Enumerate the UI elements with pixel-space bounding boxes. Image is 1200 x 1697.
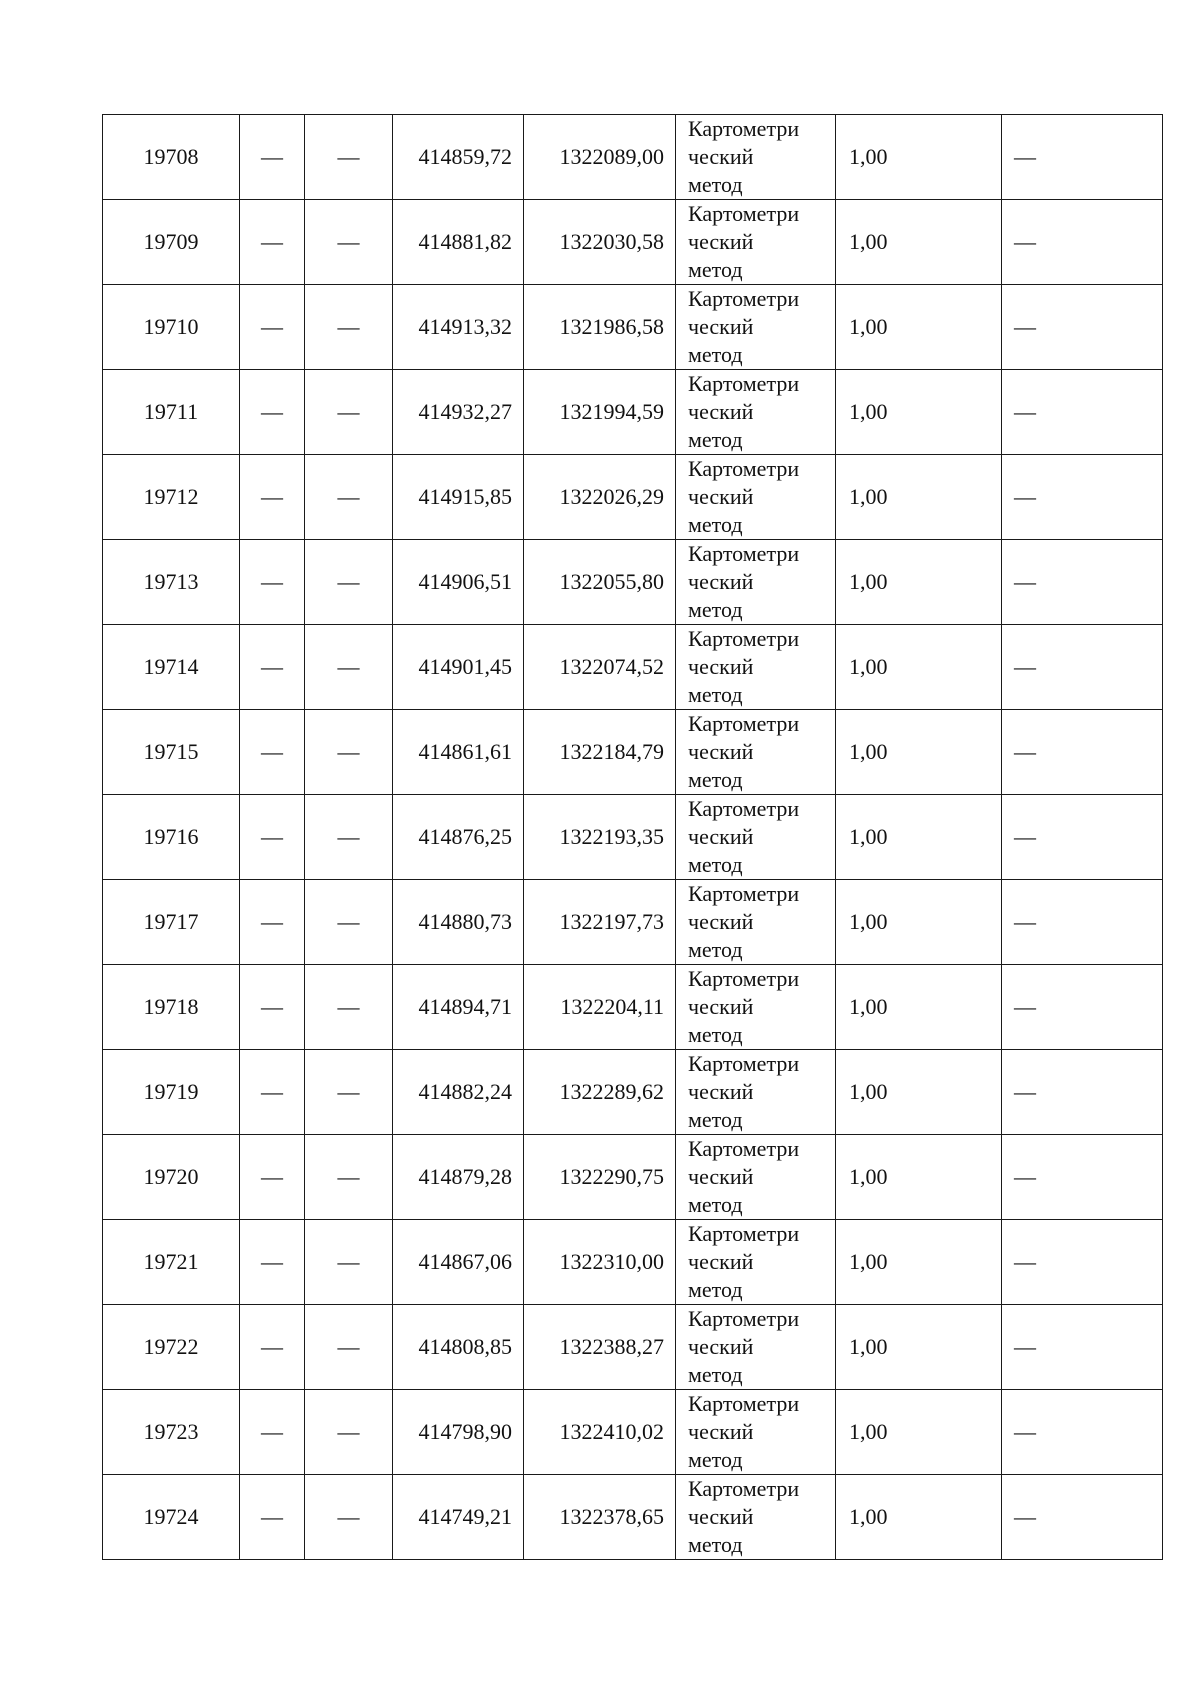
method-cell — [676, 285, 836, 370]
accuracy-cell: 1,00 — [836, 1135, 1002, 1220]
method-line: метод — [688, 852, 743, 877]
point-number-cell: 19717 — [103, 880, 240, 965]
method-line: метод — [688, 1447, 743, 1472]
method-cell — [676, 1475, 836, 1560]
point-number-cell: 19714 — [103, 625, 240, 710]
empty-dash-cell: — — [1002, 625, 1163, 710]
empty-dash-cell: — — [240, 1305, 305, 1390]
method-line: ческий — [688, 1079, 754, 1104]
method-cell — [676, 625, 836, 710]
method-line: ческий — [688, 1249, 754, 1274]
empty-dash-cell: — — [240, 1475, 305, 1560]
empty-dash-cell: — — [240, 1050, 305, 1135]
method-line: Картометри — [688, 626, 800, 651]
empty-dash-cell: — — [1002, 455, 1163, 540]
y-coordinate-cell: 1322074,52 — [524, 625, 676, 710]
empty-dash-cell: — — [1002, 115, 1163, 200]
table-row — [103, 1305, 1163, 1390]
x-coordinate-cell: 414894,71 — [393, 965, 524, 1050]
x-coordinate-cell: 414859,72 — [393, 115, 524, 200]
empty-dash-cell: — — [1002, 1305, 1163, 1390]
empty-dash-cell: — — [240, 540, 305, 625]
accuracy-cell: 1,00 — [836, 115, 1002, 200]
accuracy-cell: 1,00 — [836, 200, 1002, 285]
method-line: ческий — [688, 399, 754, 424]
method-line: ческий — [688, 1334, 754, 1359]
y-coordinate-cell: 1322055,80 — [524, 540, 676, 625]
method-line: Картометри — [688, 116, 800, 141]
point-number-cell: 19723 — [103, 1390, 240, 1475]
method-line: ческий — [688, 1504, 754, 1529]
table-row — [103, 880, 1163, 965]
table-row — [103, 1135, 1163, 1220]
empty-dash-cell: — — [240, 370, 305, 455]
empty-dash-cell: — — [305, 200, 393, 285]
empty-dash-cell: — — [1002, 1220, 1163, 1305]
method-cell — [676, 1050, 836, 1135]
table-row — [103, 1050, 1163, 1135]
method-line: Картометри — [688, 541, 800, 566]
point-number-cell: 19719 — [103, 1050, 240, 1135]
method-line: ческий — [688, 994, 754, 1019]
empty-dash-cell: — — [1002, 285, 1163, 370]
y-coordinate-cell: 1322197,73 — [524, 880, 676, 965]
x-coordinate-cell: 414861,61 — [393, 710, 524, 795]
accuracy-cell: 1,00 — [836, 540, 1002, 625]
y-coordinate-cell: 1322378,65 — [524, 1475, 676, 1560]
method-cell — [676, 370, 836, 455]
empty-dash-cell: — — [240, 200, 305, 285]
table-row — [103, 1220, 1163, 1305]
x-coordinate-cell: 414906,51 — [393, 540, 524, 625]
accuracy-cell: 1,00 — [836, 965, 1002, 1050]
table-row — [103, 795, 1163, 880]
method-line: Картометри — [688, 371, 800, 396]
method-line: метод — [688, 1532, 743, 1557]
empty-dash-cell: — — [240, 880, 305, 965]
method-cell — [676, 1390, 836, 1475]
accuracy-cell: 1,00 — [836, 880, 1002, 965]
coordinates-table — [102, 114, 1163, 1560]
empty-dash-cell: — — [1002, 200, 1163, 285]
table-row — [103, 455, 1163, 540]
empty-dash-cell: — — [240, 625, 305, 710]
method-line: Картометри — [688, 881, 800, 906]
method-cell — [676, 1305, 836, 1390]
method-cell — [676, 710, 836, 795]
empty-dash-cell: — — [1002, 1135, 1163, 1220]
y-coordinate-cell: 1322089,00 — [524, 115, 676, 200]
method-line: ческий — [688, 314, 754, 339]
method-line: ческий — [688, 144, 754, 169]
table-row — [103, 965, 1163, 1050]
point-number-cell: 19720 — [103, 1135, 240, 1220]
accuracy-cell: 1,00 — [836, 1305, 1002, 1390]
x-coordinate-cell: 414880,73 — [393, 880, 524, 965]
table-row — [103, 710, 1163, 795]
accuracy-cell: 1,00 — [836, 625, 1002, 710]
table-row — [103, 1390, 1163, 1475]
point-number-cell: 19724 — [103, 1475, 240, 1560]
method-line: ческий — [688, 654, 754, 679]
y-coordinate-cell: 1322289,62 — [524, 1050, 676, 1135]
y-coordinate-cell: 1322030,58 — [524, 200, 676, 285]
method-line: ческий — [688, 1164, 754, 1189]
method-line: ческий — [688, 229, 754, 254]
method-line: Картометри — [688, 201, 800, 226]
empty-dash-cell: — — [1002, 1390, 1163, 1475]
y-coordinate-cell: 1322410,02 — [524, 1390, 676, 1475]
table-row — [103, 115, 1163, 200]
empty-dash-cell: — — [305, 795, 393, 880]
x-coordinate-cell: 414879,28 — [393, 1135, 524, 1220]
method-line: метод — [688, 597, 743, 622]
accuracy-cell: 1,00 — [836, 795, 1002, 880]
method-line: метод — [688, 937, 743, 962]
method-line: Картометри — [688, 1136, 800, 1161]
point-number-cell: 19713 — [103, 540, 240, 625]
accuracy-cell: 1,00 — [836, 1050, 1002, 1135]
empty-dash-cell: — — [240, 285, 305, 370]
method-line: ческий — [688, 909, 754, 934]
empty-dash-cell: — — [240, 795, 305, 880]
method-cell — [676, 455, 836, 540]
method-cell — [676, 1135, 836, 1220]
table-row — [103, 200, 1163, 285]
method-line: Картометри — [688, 1221, 800, 1246]
method-cell — [676, 965, 836, 1050]
point-number-cell: 19708 — [103, 115, 240, 200]
empty-dash-cell: — — [240, 710, 305, 795]
empty-dash-cell: — — [305, 1135, 393, 1220]
method-line: метод — [688, 512, 743, 537]
x-coordinate-cell: 414932,27 — [393, 370, 524, 455]
empty-dash-cell: — — [305, 710, 393, 795]
empty-dash-cell: — — [240, 455, 305, 540]
method-line: Картометри — [688, 1476, 800, 1501]
y-coordinate-cell: 1322290,75 — [524, 1135, 676, 1220]
method-line: Картометри — [688, 286, 800, 311]
point-number-cell: 19710 — [103, 285, 240, 370]
x-coordinate-cell: 414808,85 — [393, 1305, 524, 1390]
point-number-cell: 19712 — [103, 455, 240, 540]
x-coordinate-cell: 414749,21 — [393, 1475, 524, 1560]
point-number-cell: 19709 — [103, 200, 240, 285]
method-cell — [676, 115, 836, 200]
x-coordinate-cell: 414876,25 — [393, 795, 524, 880]
y-coordinate-cell: 1322388,27 — [524, 1305, 676, 1390]
method-line: метод — [688, 1192, 743, 1217]
point-number-cell: 19718 — [103, 965, 240, 1050]
method-line: ческий — [688, 569, 754, 594]
empty-dash-cell: — — [1002, 710, 1163, 795]
point-number-cell: 19711 — [103, 370, 240, 455]
accuracy-cell: 1,00 — [836, 1220, 1002, 1305]
x-coordinate-cell: 414881,82 — [393, 200, 524, 285]
accuracy-cell: 1,00 — [836, 370, 1002, 455]
y-coordinate-cell: 1322310,00 — [524, 1220, 676, 1305]
empty-dash-cell: — — [1002, 795, 1163, 880]
empty-dash-cell: — — [305, 880, 393, 965]
accuracy-cell: 1,00 — [836, 710, 1002, 795]
accuracy-cell: 1,00 — [836, 1390, 1002, 1475]
point-number-cell: 19715 — [103, 710, 240, 795]
empty-dash-cell: — — [240, 1220, 305, 1305]
empty-dash-cell: — — [305, 1050, 393, 1135]
empty-dash-cell: — — [240, 1390, 305, 1475]
method-line: метод — [688, 257, 743, 282]
method-line: метод — [688, 1022, 743, 1047]
method-cell — [676, 540, 836, 625]
empty-dash-cell: — — [305, 1390, 393, 1475]
empty-dash-cell: — — [305, 540, 393, 625]
y-coordinate-cell: 1321986,58 — [524, 285, 676, 370]
point-number-cell: 19716 — [103, 795, 240, 880]
method-line: Картометри — [688, 796, 800, 821]
y-coordinate-cell: 1321994,59 — [524, 370, 676, 455]
x-coordinate-cell: 414867,06 — [393, 1220, 524, 1305]
method-cell — [676, 1220, 836, 1305]
empty-dash-cell: — — [305, 1220, 393, 1305]
x-coordinate-cell: 414882,24 — [393, 1050, 524, 1135]
empty-dash-cell: — — [305, 965, 393, 1050]
method-line: Картометри — [688, 456, 800, 481]
table-row — [103, 285, 1163, 370]
method-line: ческий — [688, 1419, 754, 1444]
method-line: Картометри — [688, 1391, 800, 1416]
table-row — [103, 625, 1163, 710]
x-coordinate-cell: 414913,32 — [393, 285, 524, 370]
table-row — [103, 1475, 1163, 1560]
empty-dash-cell: — — [240, 1135, 305, 1220]
empty-dash-cell: — — [240, 115, 305, 200]
y-coordinate-cell: 1322026,29 — [524, 455, 676, 540]
table-row — [103, 370, 1163, 455]
method-line: метод — [688, 1107, 743, 1132]
method-line: метод — [688, 1277, 743, 1302]
point-number-cell: 19721 — [103, 1220, 240, 1305]
x-coordinate-cell: 414798,90 — [393, 1390, 524, 1475]
point-number-cell: 19722 — [103, 1305, 240, 1390]
method-line: Картометри — [688, 1306, 800, 1331]
accuracy-cell: 1,00 — [836, 1475, 1002, 1560]
empty-dash-cell: — — [1002, 880, 1163, 965]
empty-dash-cell: — — [305, 455, 393, 540]
y-coordinate-cell: 1322204,11 — [524, 965, 676, 1050]
method-line: метод — [688, 1362, 743, 1387]
accuracy-cell: 1,00 — [836, 285, 1002, 370]
method-line: метод — [688, 767, 743, 792]
x-coordinate-cell: 414915,85 — [393, 455, 524, 540]
y-coordinate-cell: 1322193,35 — [524, 795, 676, 880]
table-body — [103, 115, 1163, 1560]
method-line: метод — [688, 342, 743, 367]
empty-dash-cell: — — [1002, 540, 1163, 625]
empty-dash-cell: — — [305, 625, 393, 710]
empty-dash-cell: — — [305, 370, 393, 455]
method-line: ческий — [688, 739, 754, 764]
x-coordinate-cell: 414901,45 — [393, 625, 524, 710]
empty-dash-cell: — — [1002, 1050, 1163, 1135]
y-coordinate-cell: 1322184,79 — [524, 710, 676, 795]
method-line: метод — [688, 682, 743, 707]
empty-dash-cell: — — [1002, 1475, 1163, 1560]
empty-dash-cell: — — [1002, 370, 1163, 455]
empty-dash-cell: — — [240, 965, 305, 1050]
method-line: Картометри — [688, 966, 800, 991]
method-line: Картометри — [688, 711, 800, 736]
method-line: метод — [688, 427, 743, 452]
empty-dash-cell: — — [305, 1475, 393, 1560]
accuracy-cell: 1,00 — [836, 455, 1002, 540]
method-line: ческий — [688, 824, 754, 849]
empty-dash-cell: — — [305, 1305, 393, 1390]
empty-dash-cell: — — [1002, 965, 1163, 1050]
method-line: метод — [688, 172, 743, 197]
method-cell — [676, 795, 836, 880]
empty-dash-cell: — — [305, 285, 393, 370]
method-cell — [676, 880, 836, 965]
method-line: Картометри — [688, 1051, 800, 1076]
empty-dash-cell: — — [305, 115, 393, 200]
method-line: ческий — [688, 484, 754, 509]
method-cell — [676, 200, 836, 285]
table-row — [103, 540, 1163, 625]
